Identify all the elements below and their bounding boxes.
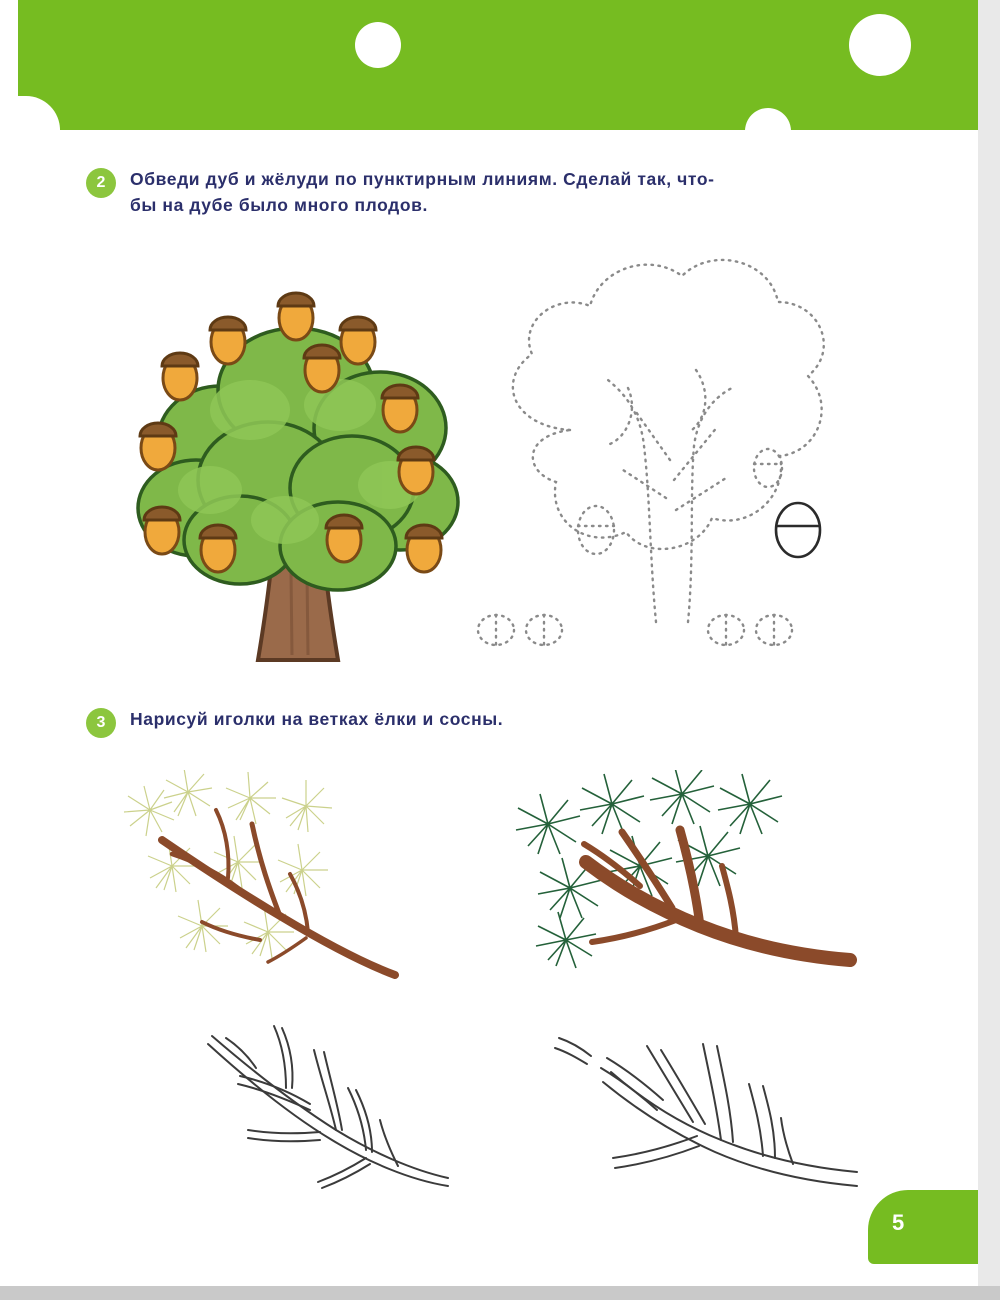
page-number-tab xyxy=(868,1190,978,1264)
oak-tree-dotted-outline-illustration[interactable] xyxy=(460,230,860,660)
task-2-line-2: бы на дубе было много плодов. xyxy=(130,195,428,215)
larch-branch-colored-illustration xyxy=(110,770,410,990)
task-2-line-1: Обведи дуб и жёлуди по пунктирным линиям. Сделай так, что- xyxy=(130,169,715,189)
binding-hole-icon xyxy=(355,22,401,68)
page-left-edge xyxy=(0,130,18,1300)
task-3 xyxy=(86,706,503,738)
binding-hole-icon xyxy=(849,14,911,76)
page-bottom-edge xyxy=(0,1286,1000,1300)
oak-tree-colored-illustration xyxy=(100,240,490,680)
task-3-line-1: Нарисуй иголки на ветках ёлки и сосны. xyxy=(130,709,504,729)
pine-branch-outline-illustration[interactable] xyxy=(525,1000,865,1195)
task-2-instruction xyxy=(130,166,715,218)
task-3-number-badge: 3 xyxy=(86,708,116,738)
larch-branch-outline-illustration[interactable] xyxy=(160,1000,460,1190)
pine-branch-colored-illustration xyxy=(500,770,860,980)
task-2-number-badge: 2 xyxy=(86,168,116,198)
page-right-edge xyxy=(978,0,1000,1300)
page-number: 5 xyxy=(892,1210,905,1235)
task-3-instruction xyxy=(130,706,503,732)
header-band xyxy=(18,0,978,130)
task-2 xyxy=(86,166,715,218)
